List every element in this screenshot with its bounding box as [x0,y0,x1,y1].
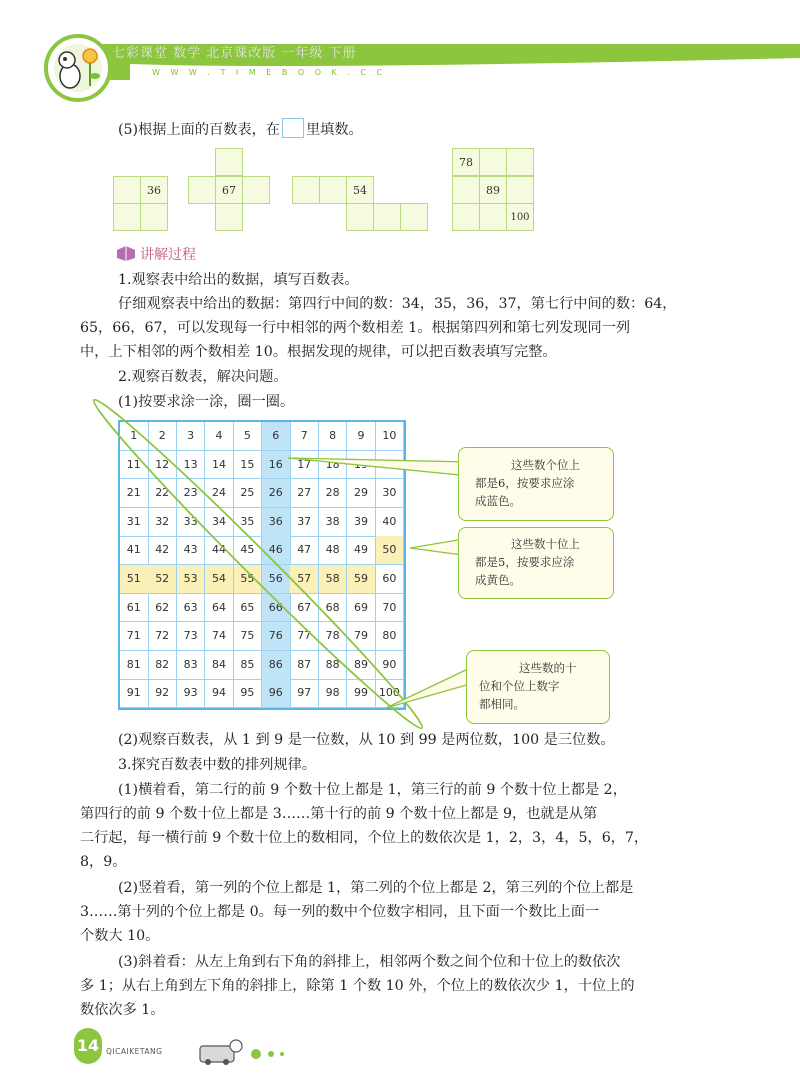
hundred-table-cell: 79 [347,622,376,651]
puzzle-cell: 89 [479,176,507,204]
hundred-table-cell: 3 [177,422,206,451]
hundred-table-cell: 51 [120,565,149,594]
hundred-table-cell: 86 [262,651,291,680]
hundred-table-cell: 31 [120,508,149,537]
puzzle-cell: 54 [346,176,374,204]
paragraph-line: 二行起，每一横行前 9 个数十位上的数相同，个位上的数依次是 1，2，3，4，5，6，7， [80,830,649,846]
hundred-table-cell: 60 [376,565,405,594]
paragraph-line: (2)竖着看，第一列的个位上都是 1，第二列的个位上都是 2，第三列的个位上都是 [118,880,634,896]
hundred-table-cell: 26 [262,479,291,508]
paragraph-line: 第四行的前 9 个数十位上都是 3……第十行的前 9 个数十位上都是 9，也就是从第 [80,806,598,822]
hundred-table-cell: 7 [290,422,319,451]
hundred-table-cell: 8 [319,422,348,451]
task-2-line: (2)观察百数表，从 1 到 9 是一位数，从 10 到 99 是两位数，100 是三位数。 [118,732,615,748]
hundred-table-cell: 5 [234,422,263,451]
section-heading: 讲解过程 [140,247,196,263]
hundred-table-cell: 39 [347,508,376,537]
header-title: 七彩课堂 数学 北京课改版 一年级 下册 [112,46,357,61]
callout-line: 都相同。 [479,697,525,711]
hundred-table-cell: 22 [148,479,177,508]
callout-line: 成蓝色。 [475,494,521,508]
hundred-table-cell: 96 [262,679,291,708]
hundred-table-cell: 63 [177,594,206,623]
hundred-table-cell: 87 [290,651,319,680]
puzzle-cell: 78 [452,148,480,176]
hundred-table-cell: 40 [376,508,405,537]
hundred-table-cell: 84 [205,651,234,680]
hundred-table-cell: 69 [347,594,376,623]
hundred-table-cell: 45 [234,536,263,565]
paragraph-line: 仔细观察表中给出的数据：第四行中间的数：34，35，36，37，第七行中间的数：64， [118,296,677,312]
hundred-table-cell: 77 [290,622,319,651]
callout-diagonal-note [466,650,610,724]
paragraph-line: 中，上下相邻的两个数相差 10。根据发现的规律，可以把百数表填写完整。 [80,344,557,360]
hundred-table-cell: 61 [120,594,149,623]
hundred-table-cell: 90 [376,651,405,680]
hundred-table-cell: 42 [148,536,177,565]
hundred-table-cell: 18 [319,451,348,480]
hundred-table-cell: 62 [148,594,177,623]
hundred-table-cell: 34 [205,508,234,537]
hundred-table-cell: 56 [262,565,291,594]
paragraph-line: 3……第十列的个位上都是 0。每一列的数中个位数字相同，且下面一个数比上面一 [80,904,600,920]
paragraph-line: (3)斜着看：从左上角到右下角的斜排上，相邻两个数之间个位和十位上的数依次 [118,954,621,970]
hundred-table-cell: 12 [148,451,177,480]
hundred-table-cell: 68 [319,594,348,623]
puzzle-cell: 36 [140,176,168,204]
hundred-table-cell: 88 [319,651,348,680]
hundred-table-cell: 91 [120,679,149,708]
hundred-table-cell: 30 [376,479,405,508]
hundred-table-cell: 83 [177,651,206,680]
hundred-table-cell: 74 [205,622,234,651]
footer-brand: QICAIKETANG [106,1047,163,1056]
hundred-table-cell: 13 [177,451,206,480]
callout-line: 都是5，按要求应涂 [475,555,575,569]
hundred-table-cell: 94 [205,679,234,708]
hundred-table-cell: 24 [205,479,234,508]
hundred-table-cell: 16 [262,451,291,480]
hundred-table-cell: 93 [177,679,206,708]
hundred-table-cell: 65 [234,594,263,623]
hundred-table-cell: 82 [148,651,177,680]
hundred-table-cell: 37 [290,508,319,537]
hundred-table-cell: 6 [262,422,291,451]
callout-blue-note [458,447,614,521]
hundred-table-cell: 53 [177,565,206,594]
callout-line: 成黄色。 [475,573,521,587]
callout-yellow-note [458,527,614,599]
hundred-table-cell: 4 [205,422,234,451]
step-1-title: 1.观察表中给出的数据，填写百数表。 [118,272,359,288]
hundred-table-cell: 59 [347,565,376,594]
hundred-table-cell: 75 [234,622,263,651]
task-1-line: (1)按要求涂一涂，圈一圈。 [118,394,295,410]
hundred-table-cell: 36 [262,508,291,537]
callout-line: 都是6，按要求应涂 [475,476,575,490]
hundred-table-cell: 78 [319,622,348,651]
hundred-table-cell: 17 [290,451,319,480]
hundred-table-cell: 49 [347,536,376,565]
intro-prefix: (5)根据上面的百数表，在 [118,122,280,138]
hundred-table-cell: 46 [262,536,291,565]
hundred-table-cell: 11 [120,451,149,480]
hundred-table-cell: 1 [120,422,149,451]
hundred-table-cell: 95 [234,679,263,708]
hundred-table-cell: 57 [290,565,319,594]
hundred-table-cell: 10 [376,422,405,451]
hundred-table-cell: 14 [205,451,234,480]
intro-suffix: 里填数。 [305,122,363,138]
hundred-table-cell: 85 [234,651,263,680]
hundred-table-cell: 55 [234,565,263,594]
hundred-table-cell: 70 [376,594,405,623]
puzzle-cell: 67 [215,176,243,204]
header-url: W W W . T I M E B O O K . C C [152,68,387,77]
hundred-table-cell: 73 [177,622,206,651]
hundred-table-cell: 35 [234,508,263,537]
hundred-table-cell: 2 [148,422,177,451]
footer-mascot-icon [196,1036,296,1066]
hundred-table-cell: 28 [319,479,348,508]
paragraph-line: 数依次多 1。 [80,1002,165,1018]
hundred-table-cell: 43 [177,536,206,565]
hundred-table-cell: 25 [234,479,263,508]
callout-line: 这些数的十 [519,661,577,675]
hundred-table-cell: 71 [120,622,149,651]
paragraph-line: (1)横着看，第二行的前 9 个数十位上都是 1，第三行的前 9 个数十位上都是 2， [118,782,627,798]
hundred-table-cell: 32 [148,508,177,537]
hundred-table-cell: 9 [347,422,376,451]
paragraph-line: 65，66，67，可以发现每一行中相邻的两个数相差 1。根据第四列和第七列发现同一列 [80,320,631,336]
hundred-table-cell: 21 [120,479,149,508]
hundred-table-cell: 66 [262,594,291,623]
hundred-table-cell: 47 [290,536,319,565]
hundred-table-cell: 33 [177,508,206,537]
hundred-table-cell: 81 [120,651,149,680]
hundred-table-cell: 38 [319,508,348,537]
hundred-table-cell: 48 [319,536,348,565]
hundred-table-cell: 58 [319,565,348,594]
paragraph-line: 多 1；从右上角到左下角的斜排上，除第 1 个数 10 外，个位上的数依次少 1，十位上的 [80,978,635,994]
callout-line: 这些数个位上 [511,458,580,472]
step-3-title: 3.探究百数表中数的排列规律。 [118,757,316,773]
hundred-table-cell: 97 [290,679,319,708]
step-2-title: 2.观察百数表，解决问题。 [118,369,288,385]
hundred-table-cell: 98 [319,679,348,708]
hundred-table-cell: 76 [262,622,291,651]
hundred-table-cell: 29 [347,479,376,508]
hundred-table-cell: 54 [205,565,234,594]
hundred-table-cell: 99 [347,679,376,708]
hundred-table-cell: 72 [148,622,177,651]
hundred-table-cell: 15 [234,451,263,480]
hundred-table-cell: 50 [376,536,405,565]
page-number: 14 [74,1028,102,1064]
puzzle-cell: 100 [506,203,534,231]
hundred-table-cell: 92 [148,679,177,708]
hundred-table-cell: 23 [177,479,206,508]
hundred-table-cell: 67 [290,594,319,623]
callout-line: 这些数十位上 [511,537,580,551]
callout-line: 位和个位上数字 [479,679,560,693]
hundred-table-cell: 64 [205,594,234,623]
hundred-table-cell: 89 [347,651,376,680]
hundred-table-cell: 44 [205,536,234,565]
hundred-table-cell: 41 [120,536,149,565]
hundred-table-cell: 27 [290,479,319,508]
paragraph-line: 个数大 10。 [80,928,160,944]
hundred-table-cell: 100 [376,679,405,708]
paragraph-line: 8，9。 [80,854,127,870]
hundred-table-cell: 80 [376,622,405,651]
hundred-table-cell: 52 [148,565,177,594]
